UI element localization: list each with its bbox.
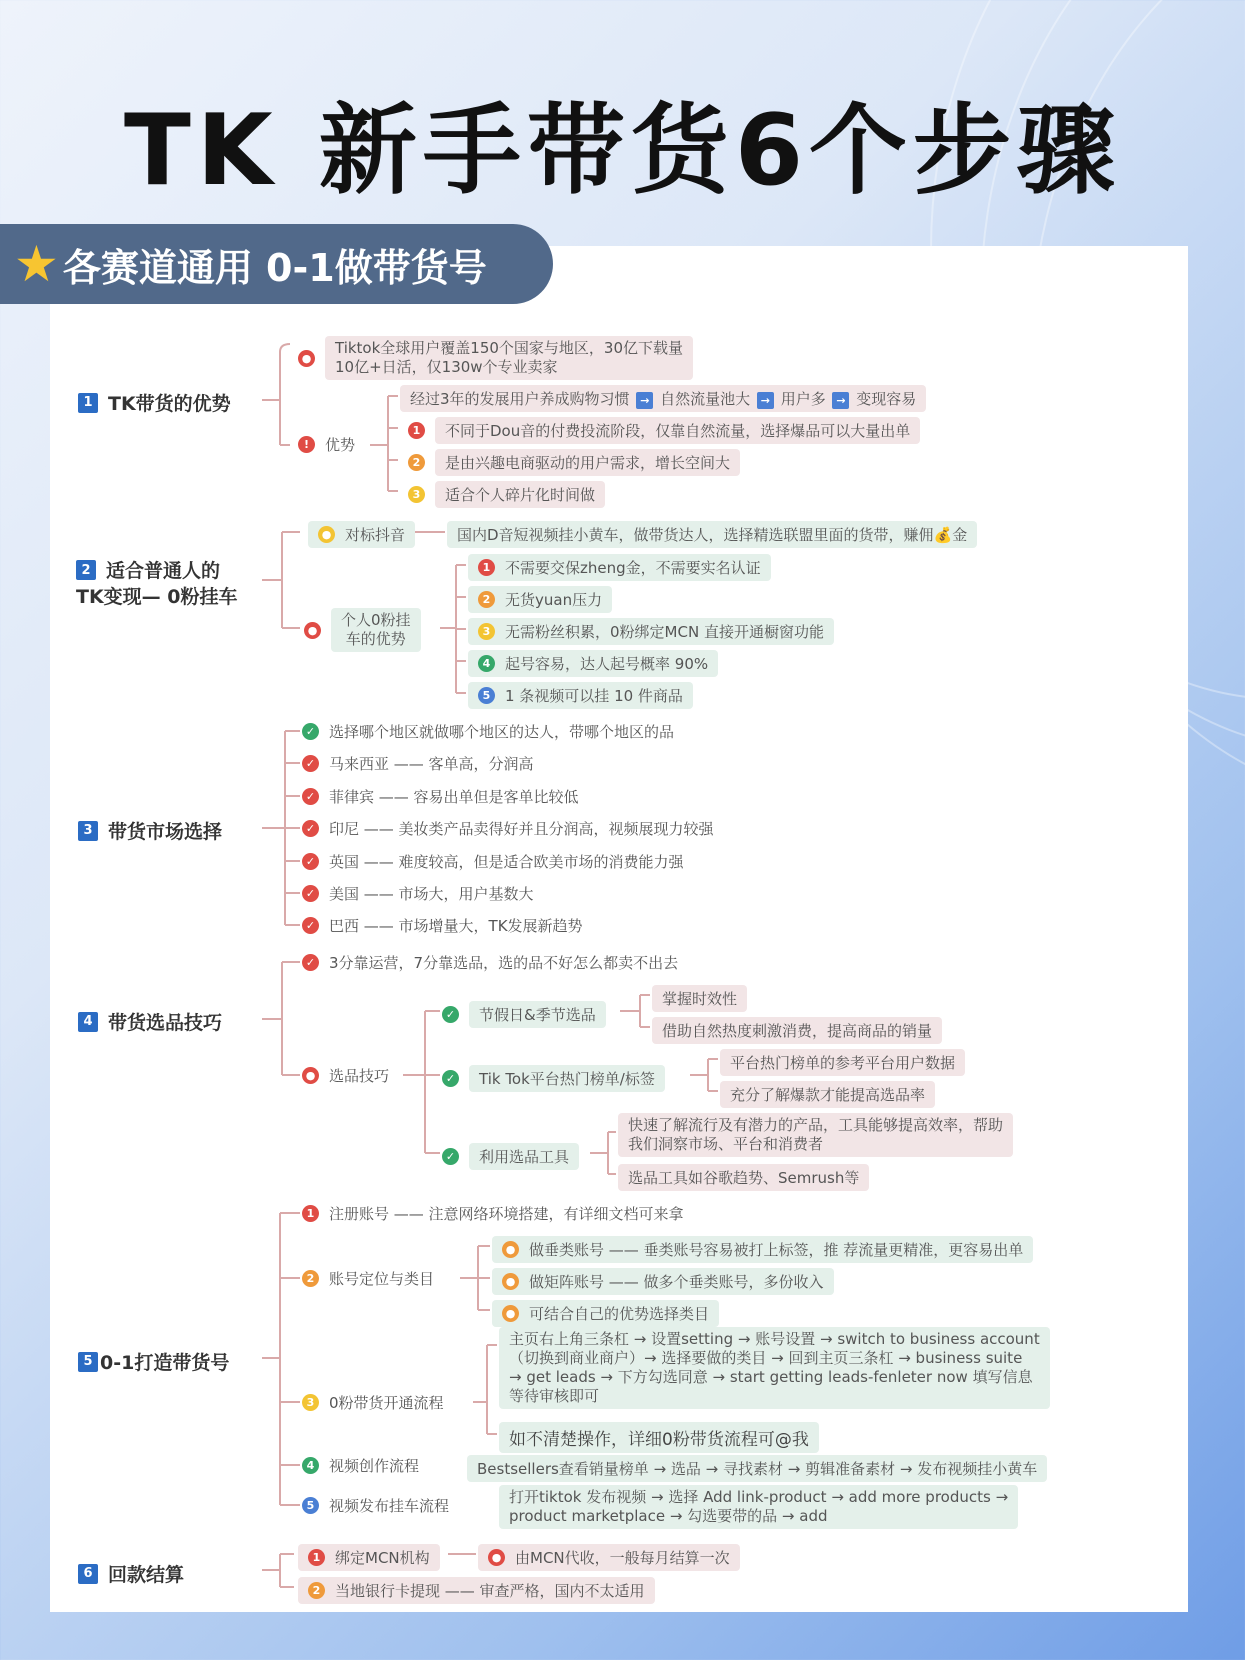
node-text: 自然流量池大: [660, 390, 751, 408]
node-text: product marketplace → 勾选要带的品 → add: [509, 1507, 828, 1525]
node-text: 选择哪个地区就做哪个地区的达人，带哪个地区的品: [329, 723, 675, 741]
section-number: 3: [78, 821, 98, 841]
node-text: 巴西 —— 市场增量大，TK发展新趋势: [329, 917, 583, 935]
number-4-icon: 4: [302, 1457, 319, 1474]
node-zero-fan-1: [468, 554, 771, 581]
number-3-icon: 3: [408, 486, 425, 503]
node-text: 3分靠运营，7分靠选品，选的品不好怎么都卖不出去: [329, 954, 679, 972]
check-icon: ✓: [302, 788, 319, 805]
check-icon: ✓: [442, 1070, 459, 1087]
node-flow-steps: [499, 1327, 1050, 1409]
number-2-icon: 2: [408, 454, 425, 471]
section-1-title: [78, 389, 231, 416]
node-text: 绑定MCN机构: [335, 1549, 430, 1567]
number-1-icon: 1: [302, 1205, 319, 1222]
node-text: 利用选品工具: [469, 1143, 579, 1170]
node-zero-fan-2: [468, 586, 612, 613]
node-zero-fan-4: [468, 650, 718, 677]
section-4-title: [78, 1008, 222, 1035]
node-text: 做垂类账号 —— 垂类账号容易被打上标签，推 荐流量更精准，更容易出单: [529, 1241, 1024, 1259]
node-holiday-2: [652, 1017, 942, 1044]
number-5-icon: 5: [302, 1497, 319, 1514]
section-label: 带货选品技巧: [108, 1012, 223, 1034]
node-text: 我们洞察市场、平台和消费者: [628, 1135, 824, 1153]
node-text: 优势: [325, 436, 356, 454]
node-text: 快速了解流行及有潜力的产品，工具能够提高效率，帮助: [628, 1116, 1004, 1134]
bullet-icon: !: [298, 436, 315, 453]
node-publish-desc: [499, 1485, 1018, 1529]
node-text: 由MCN代收，一般每月结算一次: [515, 1549, 730, 1567]
section-number: 6: [78, 1564, 98, 1584]
node-text: 无需粉丝积累，0粉绑定MCN 直接开通橱窗功能: [505, 623, 824, 641]
check-icon: ✓: [302, 954, 319, 971]
number-3-icon: 3: [302, 1394, 319, 1411]
node-publish: [302, 1495, 449, 1516]
node-market-2: [302, 786, 579, 807]
node-create: [302, 1455, 419, 1476]
node-advantage-2: [408, 417, 920, 444]
node-text: 视频创作流程: [329, 1457, 420, 1475]
node-holiday-1: [652, 985, 747, 1012]
section-2-title: [76, 558, 238, 610]
section-label: 带货市场选择: [108, 821, 223, 843]
node-holiday: [442, 1001, 606, 1028]
node-zero-fan-5: [468, 682, 693, 709]
node-text: 账号定位与类目: [329, 1270, 435, 1288]
node-positioning-3: [492, 1300, 719, 1327]
node-market-1: [302, 753, 534, 774]
node-text: 无货yuan压力: [505, 591, 603, 609]
node-market-4: [302, 851, 684, 872]
node-market-3: [302, 818, 714, 839]
number-4-icon: 4: [478, 655, 495, 672]
node-create-desc: [467, 1455, 1047, 1482]
section-number: 2: [76, 560, 96, 580]
section-label: TK变现— 0粉挂车: [76, 586, 238, 608]
node-global-users: [298, 336, 693, 380]
node-advantage-1: [400, 385, 926, 412]
arrow-icon: →: [636, 392, 653, 409]
node-positioning-2: [492, 1268, 834, 1295]
node-text: 印尼 —— 美妆类产品卖得好并且分润高，视频展现力较强: [329, 820, 714, 838]
node-text: 菲律宾 —— 容易出单但是客单比较低: [329, 788, 579, 806]
node-text: 充分了解爆款才能提高选品率: [720, 1081, 935, 1108]
section-5-title: [78, 1348, 229, 1375]
node-advantage-3: [408, 449, 740, 476]
section-label: 0-1打造带货号: [100, 1352, 230, 1374]
node-text: 打开tiktok 发布视频 → 选择 Add link-product → add more products →: [509, 1488, 1009, 1506]
node-text: 用户多: [780, 390, 826, 408]
node-platform-list: [442, 1065, 665, 1092]
node-flow: [302, 1392, 444, 1413]
node-market-0: [302, 721, 674, 742]
node-text: 起号容易，达人起号概率 90%: [505, 655, 709, 673]
bullet-icon: ●: [502, 1305, 519, 1322]
node-tools: [442, 1143, 579, 1170]
node-text: 适合个人碎片化时间做: [435, 481, 605, 508]
check-icon: ✓: [302, 917, 319, 934]
section-banner: [0, 224, 553, 304]
number-1-icon: 1: [308, 1549, 325, 1566]
number-5-icon: 5: [478, 687, 495, 704]
node-bank: [298, 1577, 655, 1604]
node-market-6: [302, 915, 583, 936]
node-text: 掌握时效性: [652, 985, 747, 1012]
node-mcn-desc: [478, 1544, 740, 1571]
node-text: Tiktok全球用户覆盖150个国家与地区，30亿下载量: [335, 339, 684, 357]
node-positioning: [302, 1268, 434, 1289]
node-benchmark: [308, 521, 415, 548]
node-positioning-1: [492, 1236, 1033, 1263]
section-3-title: [78, 817, 222, 844]
node-text: 美国 —— 市场大，用户基数大: [329, 885, 534, 903]
node-platform-2: [720, 1081, 935, 1108]
node-tools-1: [618, 1113, 1013, 1157]
node-zero-fan: [304, 608, 421, 652]
check-icon: ✓: [302, 723, 319, 740]
node-text: 等待审核即可: [509, 1387, 600, 1405]
bullet-icon: ●: [502, 1241, 519, 1258]
node-selection-ratio: [302, 952, 678, 973]
section-number: 4: [78, 1012, 98, 1032]
node-selection-tips: [302, 1065, 389, 1086]
arrow-icon: →: [757, 392, 774, 409]
node-text: Bestsellers查看销量榜单 → 选品 → 寻找素材 → 剪辑准备素材 → 发布视频挂小黄车: [467, 1455, 1047, 1482]
node-text: 借助自然热度刺激消费，提高商品的销量: [652, 1017, 942, 1044]
node-text: 主页右上角三条杠 → 设置setting → 账号设置 → switch to business account: [509, 1330, 1040, 1348]
check-icon: ✓: [302, 885, 319, 902]
node-text: 节假日&季节选品: [469, 1001, 606, 1028]
node-text: 视频发布挂车流程: [329, 1497, 450, 1515]
node-tools-2: [618, 1164, 869, 1191]
node-advantage-4: [408, 481, 605, 508]
node-text: 个人0粉挂: [341, 611, 411, 629]
node-text: 平台热门榜单的参考平台用户数据: [720, 1049, 965, 1076]
node-text: 做矩阵账号 —— 做多个垂类账号，多份收入: [529, 1273, 824, 1291]
node-text: 不同于Dou音的付费投流阶段，仅靠自然流量，选择爆品可以大量出单: [435, 417, 920, 444]
check-icon: ✓: [442, 1148, 459, 1165]
node-advantage: [298, 434, 355, 455]
bullet-icon: ●: [298, 350, 315, 367]
node-text: 对标抖音: [345, 526, 406, 544]
bullet-icon: ●: [318, 526, 335, 543]
node-text: 如不清楚操作，详细0粉带货流程可@我: [499, 1422, 819, 1453]
check-icon: ✓: [442, 1006, 459, 1023]
node-text: 0粉带货开通流程: [329, 1394, 444, 1412]
node-platform-1: [720, 1049, 965, 1076]
node-text: 1 条视频可以挂 10 件商品: [505, 687, 683, 705]
page-title: TK 新手带货6个步骤: [123, 94, 1122, 208]
node-text: 经过3年的发展用户养成购物习惯: [410, 390, 630, 408]
check-icon: ✓: [302, 820, 319, 837]
node-text: 10亿+日活，仅130w个专业卖家: [335, 358, 558, 376]
banner-text: 各赛道通用 0-1做带货号: [62, 245, 487, 290]
node-text: 变现容易: [856, 390, 917, 408]
node-text: 选品技巧: [329, 1067, 390, 1085]
section-label: TK带货的优势: [108, 393, 231, 415]
section-6-title: [78, 1560, 184, 1587]
section-label: 回款结算: [108, 1564, 185, 1586]
node-zero-fan-3: [468, 618, 834, 645]
node-market-5: [302, 883, 534, 904]
node-benchmark-desc: [447, 521, 977, 548]
section-number: 5: [78, 1352, 98, 1372]
bullet-icon: ●: [502, 1273, 519, 1290]
node-text: 是由兴趣电商驱动的用户需求，增长空间大: [435, 449, 740, 476]
node-flow-note: [499, 1422, 819, 1453]
node-text: Tik Tok平台热门榜单/标签: [469, 1065, 665, 1092]
section-label: 适合普通人的: [106, 560, 221, 582]
node-text: 选品工具如谷歌趋势、Semrush等: [618, 1164, 869, 1191]
node-mcn: [298, 1544, 440, 1571]
number-2-icon: 2: [302, 1270, 319, 1287]
bullet-icon: ●: [304, 622, 321, 639]
number-2-icon: 2: [478, 591, 495, 608]
number-2-icon: 2: [308, 1582, 325, 1599]
bullet-icon: ●: [488, 1549, 505, 1566]
check-icon: ✓: [302, 755, 319, 772]
number-3-icon: 3: [478, 623, 495, 640]
node-text: 可结合自己的优势选择类目: [529, 1305, 710, 1323]
node-register: [302, 1203, 684, 1224]
node-text: 车的优势: [345, 630, 406, 648]
section-number: 1: [78, 393, 98, 413]
check-icon: ✓: [302, 853, 319, 870]
arrow-icon: →: [832, 392, 849, 409]
star-icon: ★: [14, 235, 59, 293]
node-text: （切换到商业商户）→ 选择要做的类目 → 回到主页三条杠 → business suite: [509, 1349, 1023, 1367]
number-1-icon: 1: [478, 559, 495, 576]
node-text: 当地银行卡提现 —— 审查严格，国内不太适用: [335, 1582, 645, 1600]
node-text: 英国 —— 难度较高，但是适合欧美市场的消费能力强: [329, 853, 684, 871]
node-text: → get leads → 下方勾选同意 → start getting leads-fenleter now 填写信息: [509, 1368, 1033, 1386]
node-text: 马来西亚 —— 客单高，分润高: [329, 755, 534, 773]
node-text: 注册账号 —— 注意网络环境搭建，有详细文档可来拿: [329, 1205, 684, 1223]
number-1-icon: 1: [408, 422, 425, 439]
node-text: 国内D音短视频挂小黄车，做带货达人，选择精选联盟里面的货带，赚佣💰金: [447, 521, 977, 548]
node-text: 不需要交保zheng金，不需要实名认证: [505, 559, 761, 577]
bullet-icon: ●: [302, 1067, 319, 1084]
